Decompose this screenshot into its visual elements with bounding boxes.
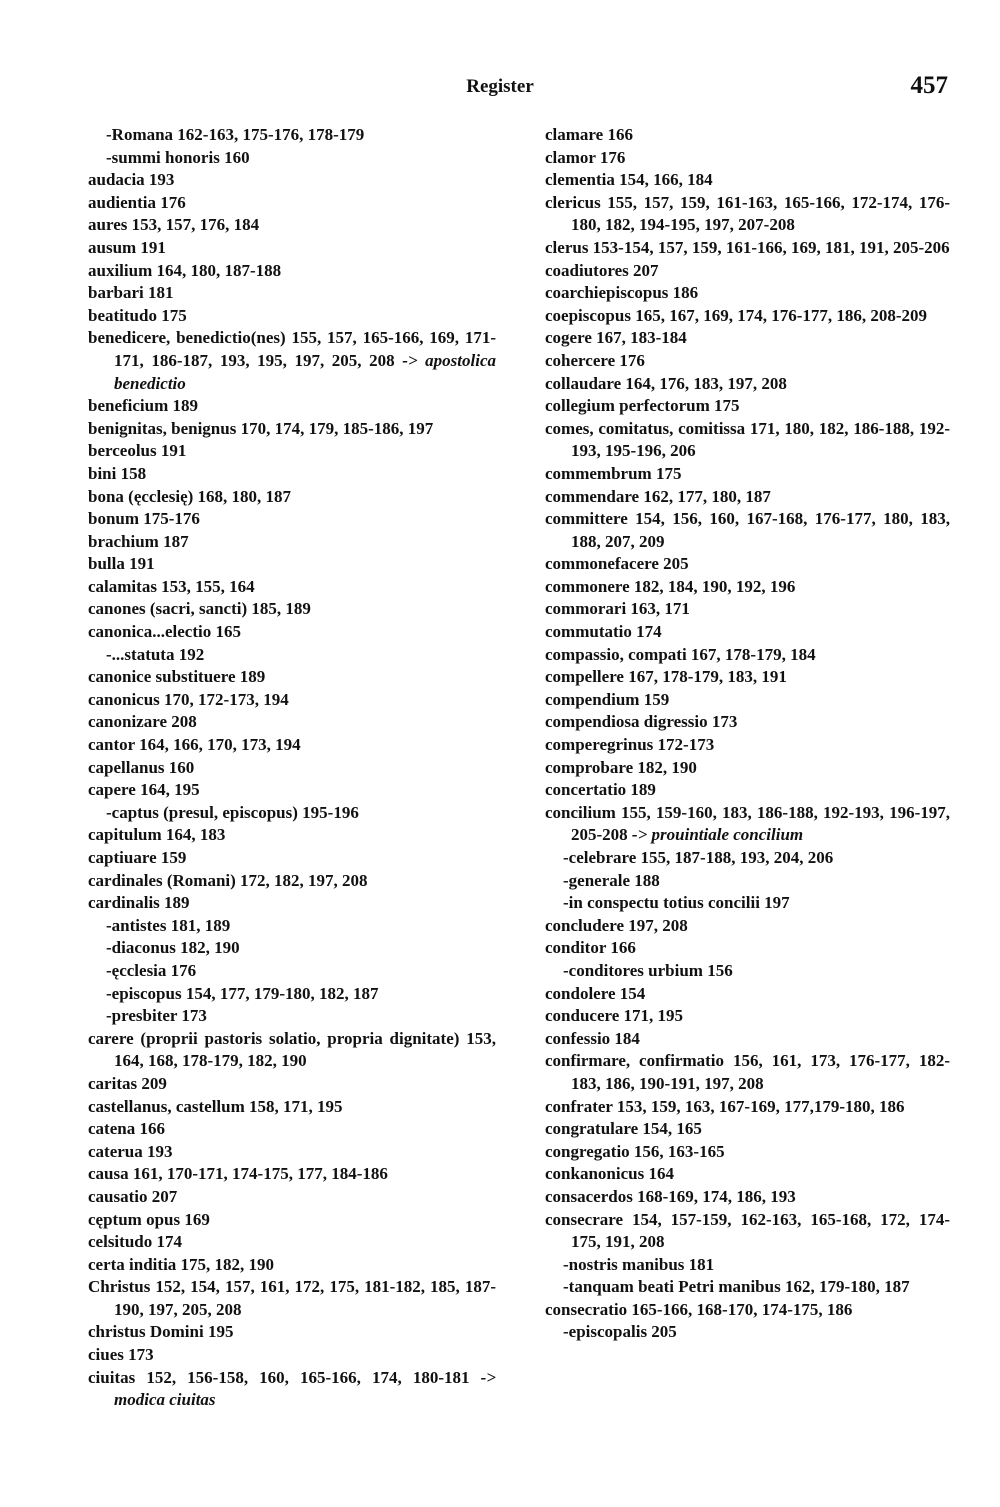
entry-text: concertatio 189	[545, 780, 656, 800]
index-entry	[545, 260, 950, 283]
entry-text: caterua 193	[88, 1141, 173, 1161]
index-entry	[545, 1028, 950, 1051]
page-number: 457	[910, 72, 948, 99]
entry-text: audientia 176	[88, 192, 186, 212]
entry-text: coarchiepiscopus 186	[545, 283, 699, 303]
entry-text: compendiosa digressio 173	[545, 712, 738, 732]
entry-text: canonica...electio 165	[88, 622, 241, 642]
index-entry	[545, 1005, 950, 1028]
index-subentry	[88, 915, 496, 938]
index-entry	[545, 1096, 950, 1119]
index-entry	[545, 983, 950, 1006]
entry-text: ausum 191	[88, 237, 166, 257]
index-entry	[88, 1186, 496, 1209]
entry-text: Christus 152, 154, 157, 161, 172, 175, 181-182, 185, 187-190, 197, 205, 208	[88, 1277, 496, 1319]
index-entry	[88, 1028, 496, 1073]
entry-text: commutatio 174	[545, 622, 662, 642]
index-entry	[545, 192, 950, 237]
index-entry	[545, 305, 950, 328]
index-entry	[545, 1209, 950, 1254]
index-entry	[545, 644, 950, 667]
index-subentry	[545, 870, 950, 893]
entry-text: causa 161, 170-171, 174-175, 177, 184-186	[88, 1164, 388, 1184]
index-entry	[88, 169, 496, 192]
entry-text: compassio, compati 167, 178-179, 184	[545, 644, 816, 664]
index-entry	[88, 666, 496, 689]
index-entry	[545, 169, 950, 192]
index-entry	[545, 327, 950, 350]
index-entry	[88, 1321, 496, 1344]
index-entry	[88, 486, 496, 509]
cross-reference: -> modica ciuitas	[114, 1367, 496, 1410]
index-entry	[88, 1344, 496, 1367]
entry-text: benedicere, benedictio(nes) 155, 157, 165-166, 169, 171-171, 186-187, 193, 195, 197, 205, 208	[88, 328, 496, 370]
entry-text: christus Domini 195	[88, 1322, 234, 1342]
index-entry	[88, 260, 496, 283]
entry-text: castellanus, castellum 158, 171, 195	[88, 1096, 343, 1116]
entry-text: causatio 207	[88, 1186, 178, 1206]
index-entry	[88, 824, 496, 847]
index-subentry	[545, 1321, 950, 1344]
index-entry	[545, 711, 950, 734]
cross-reference: -> prouintiale concilium	[631, 825, 804, 845]
entry-text: clerus 153-154, 157, 159, 161-166, 169, 181, 191, 205-206	[545, 237, 950, 257]
index-subentry	[88, 1005, 496, 1028]
index-entry	[545, 937, 950, 960]
entry-text: -nostris manibus 181	[563, 1254, 715, 1274]
index-entry	[88, 327, 496, 395]
entry-text: ciues 173	[88, 1345, 154, 1365]
entry-text: canonizare 208	[88, 712, 197, 732]
index-entry	[545, 124, 950, 147]
index-entry	[545, 1299, 950, 1322]
index-entry	[545, 508, 950, 553]
index-entry	[88, 553, 496, 576]
entry-text: consacerdos 168-169, 174, 186, 193	[545, 1186, 796, 1206]
entry-text: coadiutores 207	[545, 260, 659, 280]
entry-text: -diaconus 182, 190	[106, 938, 240, 958]
entry-text: commembrum 175	[545, 463, 682, 483]
entry-text: comperegrinus 172-173	[545, 735, 715, 755]
index-entry	[545, 689, 950, 712]
entry-text: cardinales (Romani) 172, 182, 197, 208	[88, 870, 368, 890]
index-subentry	[545, 1276, 950, 1299]
index-entry	[545, 757, 950, 780]
entry-text: commonere 182, 184, 190, 192, 196	[545, 576, 796, 596]
index-subentry	[88, 124, 496, 147]
entry-text: consecratio 165-166, 168-170, 174-175, 186	[545, 1299, 853, 1319]
entry-text: comprobare 182, 190	[545, 757, 697, 777]
index-entry	[88, 508, 496, 531]
index-entry	[545, 147, 950, 170]
index-entry	[545, 418, 950, 463]
index-entry	[88, 1073, 496, 1096]
index-entry	[88, 214, 496, 237]
entry-text: -tanquam beati Petri manibus 162, 179-180, 187	[563, 1277, 910, 1297]
entry-text: clementia 154, 166, 184	[545, 170, 713, 190]
index-subentry	[88, 644, 496, 667]
index-entry	[88, 282, 496, 305]
entry-text: certa inditia 175, 182, 190	[88, 1254, 275, 1274]
entry-text: berceolus 191	[88, 441, 187, 461]
entry-text: -...statuta 192	[106, 644, 205, 664]
entry-text: clericus 155, 157, 159, 161-163, 165-166, 172-174, 176-180, 182, 194-195, 197, 207-208	[545, 192, 950, 235]
index-entry	[88, 440, 496, 463]
entry-text: beneficium 189	[88, 396, 199, 416]
index-subentry	[545, 960, 950, 983]
index-entry	[88, 1231, 496, 1254]
entry-text: catena 166	[88, 1119, 165, 1139]
index-entry	[88, 598, 496, 621]
index-subentry	[545, 847, 950, 870]
index-subentry	[545, 1254, 950, 1277]
index-entry	[545, 802, 950, 847]
index-entry	[545, 666, 950, 689]
entry-text: capellanus 160	[88, 757, 195, 777]
index-entry	[88, 1367, 496, 1412]
index-entry	[88, 892, 496, 915]
entry-text: cęptum opus 169	[88, 1209, 210, 1229]
index-entry	[88, 621, 496, 644]
entry-text: concilium 155, 159-160, 183, 186-188, 192-193, 196-197, 205-208	[545, 802, 950, 845]
index-entry	[88, 1254, 496, 1277]
entry-text: collegium perfectorum 175	[545, 396, 740, 416]
entry-text: compendium 159	[545, 689, 670, 709]
index-column-right	[545, 124, 950, 1344]
entry-text: bonum 175-176	[88, 509, 200, 529]
index-entry	[88, 1163, 496, 1186]
entry-text: capere 164, 195	[88, 780, 200, 800]
entry-text: confessio 184	[545, 1028, 640, 1048]
entry-text: conducere 171, 195	[545, 1006, 684, 1026]
running-header: Register	[466, 76, 534, 97]
entry-text: benignitas, benignus 170, 174, 179, 185-186, 197	[88, 418, 434, 438]
entry-text: confirmare, confirmatio 156, 161, 173, 176-177, 182-183, 186, 190-191, 197, 208	[545, 1051, 950, 1093]
entry-text: calamitas 153, 155, 164	[88, 576, 255, 596]
index-entry	[545, 1186, 950, 1209]
index-entry	[545, 1163, 950, 1186]
entry-text: auxilium 164, 180, 187-188	[88, 260, 282, 280]
entry-text: canonice substituere 189	[88, 667, 266, 687]
entry-text: -generale 188	[563, 870, 660, 890]
entry-text: bulla 191	[88, 554, 155, 574]
entry-text: committere 154, 156, 160, 167-168, 176-177, 180, 183, 188, 207, 209	[545, 509, 950, 551]
index-column-left	[88, 124, 496, 1412]
index-entry	[88, 757, 496, 780]
entry-text: collaudare 164, 176, 183, 197, 208	[545, 373, 787, 393]
entry-text: -presbiter 173	[106, 1006, 207, 1026]
index-entry	[545, 734, 950, 757]
entry-text: cogere 167, 183-184	[545, 328, 687, 348]
index-entry	[88, 689, 496, 712]
index-subentry	[545, 892, 950, 915]
index-entry	[88, 1096, 496, 1119]
entry-text: comes, comitatus, comitissa 171, 180, 182, 186-188, 192-193, 195-196, 206	[545, 418, 950, 461]
entry-text: -summi honoris 160	[106, 147, 250, 167]
entry-text: conditor 166	[545, 938, 636, 958]
entry-text: celsitudo 174	[88, 1232, 182, 1252]
index-entry	[545, 553, 950, 576]
entry-text: -ęcclesia 176	[106, 960, 197, 980]
entry-text: coepiscopus 165, 167, 169, 174, 176-177, 186, 208-209	[545, 305, 928, 325]
entry-text: consecrare 154, 157-159, 162-163, 165-168, 172, 174-175, 191, 208	[545, 1209, 950, 1252]
entry-text: canonicus 170, 172-173, 194	[88, 689, 289, 709]
entry-text: -celebrare 155, 187-188, 193, 204, 206	[563, 848, 834, 867]
entry-text: capitulum 164, 183	[88, 825, 226, 845]
index-entry	[88, 1141, 496, 1164]
index-subentry	[88, 960, 496, 983]
entry-text: cantor 164, 166, 170, 173, 194	[88, 735, 301, 755]
index-entry	[88, 711, 496, 734]
index-entry	[545, 1141, 950, 1164]
entry-text: captiuare 159	[88, 848, 187, 867]
entry-text: carere (proprii pastoris solatio, propria dignitate) 153, 164, 168, 178-179, 182, 190	[88, 1028, 496, 1071]
entry-text: audacia 193	[88, 170, 175, 190]
entry-text: congregatio 156, 163-165	[545, 1141, 725, 1161]
entry-text: conkanonicus 164	[545, 1164, 674, 1184]
entry-text: -episcopus 154, 177, 179-180, 182, 187	[106, 983, 379, 1003]
index-entry	[88, 576, 496, 599]
entry-text: -conditores urbium 156	[563, 960, 733, 980]
entry-text: -antistes 181, 189	[106, 915, 231, 935]
index-subentry	[88, 937, 496, 960]
index-entry	[545, 395, 950, 418]
index-entry	[88, 1276, 496, 1321]
index-entry	[545, 350, 950, 373]
index-subentry	[88, 983, 496, 1006]
index-entry	[88, 192, 496, 215]
index-entry	[545, 598, 950, 621]
entry-text: confrater 153, 159, 163, 167-169, 177,179-180, 186	[545, 1096, 905, 1116]
entry-text: clamare 166	[545, 125, 633, 144]
entry-text: canones (sacri, sancti) 185, 189	[88, 599, 311, 619]
index-entry	[88, 870, 496, 893]
entry-text: concludere 197, 208	[545, 915, 688, 935]
index-entry	[545, 486, 950, 509]
entry-text: condolere 154	[545, 983, 646, 1003]
index-entry	[88, 734, 496, 757]
entry-text: -in conspectu totius concilii 197	[563, 893, 790, 913]
index-subentry	[88, 147, 496, 170]
entry-text: clamor 176	[545, 147, 626, 167]
index-entry	[545, 1050, 950, 1095]
entry-text: bona (ęcclesię) 168, 180, 187	[88, 486, 292, 506]
index-entry	[88, 418, 496, 441]
index-entry	[545, 373, 950, 396]
entry-text: cardinalis 189	[88, 893, 190, 913]
index-entry	[88, 463, 496, 486]
index-entry	[545, 463, 950, 486]
entry-text: -episcopalis 205	[563, 1322, 677, 1342]
entry-text: commorari 163, 171	[545, 599, 690, 619]
entry-text: brachium 187	[88, 531, 189, 551]
entry-text: compellere 167, 178-179, 183, 191	[545, 667, 787, 687]
entry-text: aures 153, 157, 176, 184	[88, 215, 260, 235]
index-entry	[88, 1209, 496, 1232]
index-entry	[545, 621, 950, 644]
entry-text: commonefacere 205	[545, 554, 689, 574]
index-entry	[545, 237, 950, 260]
entry-text: -Romana 162-163, 175-176, 178-179	[106, 125, 365, 144]
index-entry	[88, 305, 496, 328]
entry-text: bini 158	[88, 463, 147, 483]
index-entry	[88, 847, 496, 870]
index-entry	[545, 576, 950, 599]
entry-text: barbari 181	[88, 283, 174, 303]
index-entry	[88, 779, 496, 802]
index-subentry	[88, 802, 496, 825]
entry-text: cohercere 176	[545, 350, 645, 370]
index-entry	[545, 915, 950, 938]
entry-text: commendare 162, 177, 180, 187	[545, 486, 771, 506]
entry-text: congratulare 154, 165	[545, 1119, 702, 1139]
index-entry	[88, 1118, 496, 1141]
index-entry	[88, 395, 496, 418]
index-entry	[545, 1118, 950, 1141]
index-entry	[545, 779, 950, 802]
entry-text: caritas 209	[88, 1073, 167, 1093]
index-entry	[88, 237, 496, 260]
entry-text: beatitudo 175	[88, 305, 187, 325]
cross-reference: -> apostolica benedictio	[114, 350, 496, 393]
index-entry	[88, 531, 496, 554]
entry-text: ciuitas 152, 156-158, 160, 165-166, 174, 180-181	[88, 1367, 481, 1387]
index-entry	[545, 282, 950, 305]
entry-text: -captus (presul, episcopus) 195-196	[106, 802, 359, 822]
